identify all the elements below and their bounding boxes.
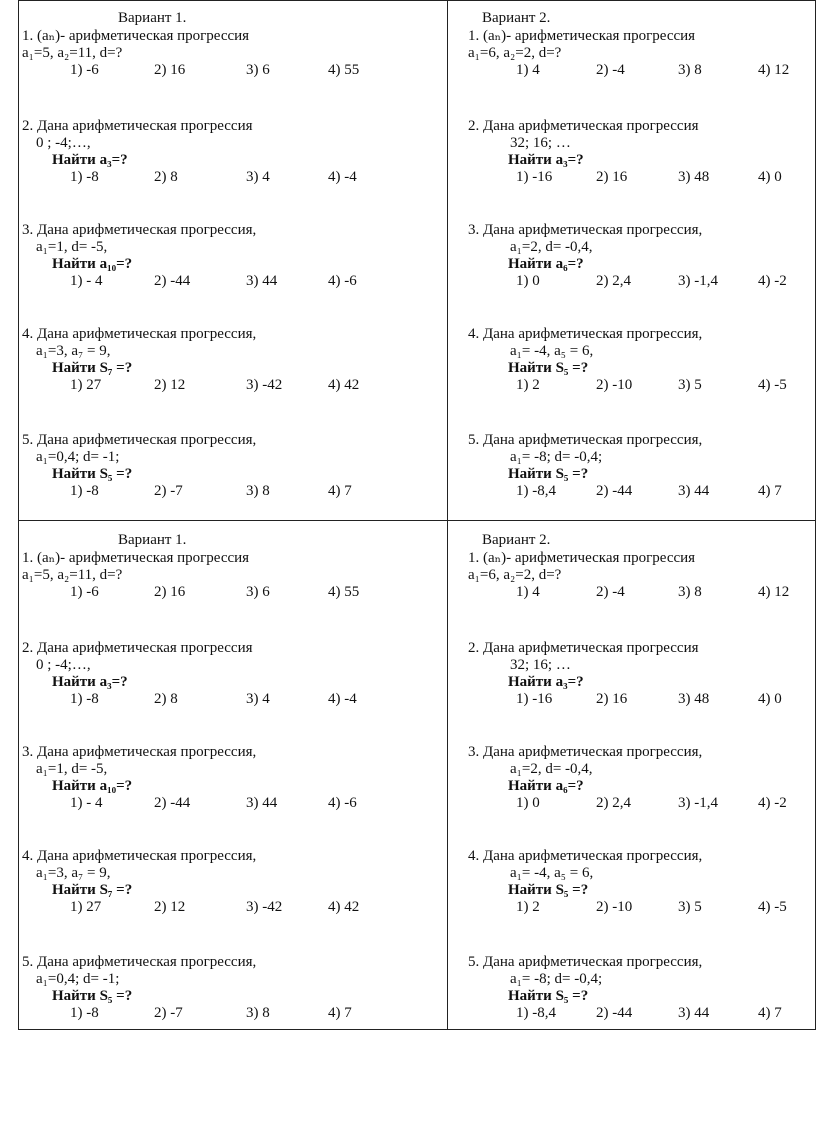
table-border-left <box>18 0 19 1030</box>
answer-options <box>468 899 808 918</box>
answer-option-4: 4) 55 <box>328 584 360 600</box>
question-2 <box>22 640 422 710</box>
variant-1-card <box>22 10 422 510</box>
answer-option-1: 1) - 4 <box>70 795 103 811</box>
question-statement: 5. Дана арифметическая прогрессия, <box>468 954 703 970</box>
answer-option-1: 1) -8 <box>70 1005 99 1021</box>
question-find: Найти S₅ =? <box>52 466 133 482</box>
question-statement: 4. Дана арифметическая прогрессия, <box>22 326 257 342</box>
question-find: Найти S₇ =? <box>52 360 133 376</box>
question-statement: 3. Дана арифметическая прогрессия, <box>468 744 703 760</box>
answer-option-3: 3) 6 <box>246 62 270 78</box>
answer-option-1: 1) 0 <box>516 795 540 811</box>
answer-option-1: 1) -6 <box>70 584 99 600</box>
question-3 <box>22 744 422 814</box>
answer-option-3: 3) 4 <box>246 691 270 707</box>
question-5 <box>468 432 808 502</box>
answer-option-2: 2) 8 <box>154 691 178 707</box>
answer-option-1: 1) 4 <box>516 584 540 600</box>
question-statement: 3. Дана арифметическая прогрессия, <box>22 222 257 238</box>
answer-option-3: 3) -42 <box>246 377 283 393</box>
question-1 <box>468 28 808 81</box>
question-given: 32; 16; … <box>510 135 571 151</box>
question-4 <box>22 848 422 918</box>
variant-title: Вариант 1. <box>118 10 187 26</box>
answer-option-4: 4) 12 <box>758 584 790 600</box>
answer-options <box>22 584 422 603</box>
question-find: Найти a₃=? <box>52 674 128 690</box>
answer-option-4: 4) -5 <box>758 899 787 915</box>
answer-option-2: 2) -7 <box>154 1005 183 1021</box>
question-statement: 5. Дана арифметическая прогрессия, <box>22 432 257 448</box>
answer-option-3: 3) 8 <box>678 62 702 78</box>
answer-option-3: 3) 44 <box>678 483 710 499</box>
question-1 <box>468 550 808 603</box>
question-given: a₁=3, a₇ = 9, <box>36 343 111 359</box>
question-5 <box>22 432 422 502</box>
table-border-middle <box>18 520 816 521</box>
variant-2-card <box>468 10 808 510</box>
answer-option-4: 4) 7 <box>328 1005 352 1021</box>
question-given: a₁=2, d= -0,4, <box>510 239 593 255</box>
answer-option-4: 4) 42 <box>328 899 360 915</box>
answer-option-2: 2) 16 <box>596 691 628 707</box>
question-2 <box>468 118 808 188</box>
answer-option-2: 2) 16 <box>596 169 628 185</box>
question-find: Найти S₅ =? <box>508 882 589 898</box>
answer-option-2: 2) -10 <box>596 899 633 915</box>
answer-option-2: 2) -44 <box>154 795 191 811</box>
question-statement: 3. Дана арифметическая прогрессия, <box>22 744 257 760</box>
answer-option-4: 4) 42 <box>328 377 360 393</box>
question-statement: 1. (aₙ)- арифметическая прогрессия <box>468 28 696 44</box>
question-statement: 4. Дана арифметическая прогрессия, <box>468 848 703 864</box>
answer-option-4: 4) -4 <box>328 169 357 185</box>
answer-option-2: 2) -4 <box>596 584 625 600</box>
answer-option-1: 1) -6 <box>70 62 99 78</box>
answer-option-4: 4) -4 <box>328 691 357 707</box>
answer-option-2: 2) 12 <box>154 377 186 393</box>
answer-option-3: 3) 5 <box>678 899 702 915</box>
answer-options <box>22 795 422 814</box>
answer-option-3: 3) -1,4 <box>678 795 718 811</box>
answer-option-3: 3) 44 <box>246 273 278 289</box>
question-find: Найти S₅ =? <box>508 466 589 482</box>
table-border-top <box>18 0 816 1</box>
question-4 <box>468 848 808 918</box>
answer-option-3: 3) 8 <box>246 483 270 499</box>
answer-option-4: 4) -2 <box>758 273 787 289</box>
answer-option-4: 4) 55 <box>328 62 360 78</box>
answer-option-4: 4) 0 <box>758 691 782 707</box>
answer-option-3: 3) 4 <box>246 169 270 185</box>
question-4 <box>468 326 808 396</box>
variant-title: Вариант 2. <box>482 532 551 548</box>
question-statement: 3. Дана арифметическая прогрессия, <box>468 222 703 238</box>
answer-option-1: 1) - 4 <box>70 273 103 289</box>
answer-option-4: 4) 7 <box>758 483 782 499</box>
question-find: Найти a₁₀=? <box>52 256 133 272</box>
question-statement: 1. (aₙ)- арифметическая прогрессия <box>22 28 250 44</box>
question-given: a₁= -8; d= -0,4; <box>510 449 603 465</box>
answer-options <box>468 377 808 396</box>
question-find: Найти a₆=? <box>508 256 584 272</box>
question-find: Найти S₅ =? <box>508 360 589 376</box>
answer-option-2: 2) -4 <box>596 62 625 78</box>
answer-option-1: 1) 27 <box>70 377 102 393</box>
question-3 <box>468 222 808 292</box>
answer-options <box>468 1005 808 1024</box>
answer-option-2: 2) 2,4 <box>596 795 631 811</box>
question-statement: 2. Дана арифметическая прогрессия <box>22 640 253 656</box>
answer-option-2: 2) 8 <box>154 169 178 185</box>
question-given: a₁=5, a₂=11, d=? <box>22 567 123 583</box>
answer-option-1: 1) -8,4 <box>516 483 556 499</box>
answer-options <box>468 62 808 81</box>
question-find: Найти S₅ =? <box>508 988 589 1004</box>
question-find: Найти S₅ =? <box>52 988 133 1004</box>
answer-option-2: 2) -10 <box>596 377 633 393</box>
answer-option-4: 4) -5 <box>758 377 787 393</box>
answer-option-4: 4) 0 <box>758 169 782 185</box>
answer-options <box>468 584 808 603</box>
answer-options <box>22 691 422 710</box>
answer-options <box>468 273 808 292</box>
question-given: a₁=3, a₇ = 9, <box>36 865 111 881</box>
question-2 <box>22 118 422 188</box>
question-4 <box>22 326 422 396</box>
answer-option-4: 4) 7 <box>328 483 352 499</box>
question-given: a₁=1, d= -5, <box>36 761 108 777</box>
answer-option-4: 4) -6 <box>328 273 357 289</box>
question-given: a₁= -4, a₅ = 6, <box>510 343 594 359</box>
question-given: a₁=0,4; d= -1; <box>36 971 120 987</box>
question-find: Найти a₃=? <box>508 152 584 168</box>
question-3 <box>22 222 422 292</box>
question-5 <box>22 954 422 1024</box>
question-statement: 2. Дана арифметическая прогрессия <box>468 640 699 656</box>
answer-option-3: 3) 6 <box>246 584 270 600</box>
answer-option-3: 3) -42 <box>246 899 283 915</box>
answer-option-4: 4) 7 <box>758 1005 782 1021</box>
question-statement: 4. Дана арифметическая прогрессия, <box>468 326 703 342</box>
question-given: a₁=5, a₂=11, d=? <box>22 45 123 61</box>
question-statement: 4. Дана арифметическая прогрессия, <box>22 848 257 864</box>
answer-option-2: 2) -44 <box>596 1005 633 1021</box>
answer-option-1: 1) -8,4 <box>516 1005 556 1021</box>
answer-option-1: 1) -8 <box>70 483 99 499</box>
question-given: a₁=6, a₂=2, d=? <box>468 567 562 583</box>
question-find: Найти a₆=? <box>508 778 584 794</box>
question-find: Найти a₁₀=? <box>52 778 133 794</box>
question-given: 32; 16; … <box>510 657 571 673</box>
answer-option-1: 1) -16 <box>516 691 553 707</box>
answer-options <box>22 899 422 918</box>
question-find: Найти a₃=? <box>52 152 128 168</box>
answer-option-2: 2) -7 <box>154 483 183 499</box>
question-statement: 5. Дана арифметическая прогрессия, <box>468 432 703 448</box>
answer-option-2: 2) -44 <box>596 483 633 499</box>
question-5 <box>468 954 808 1024</box>
question-statement: 1. (aₙ)- арифметическая прогрессия <box>468 550 696 566</box>
answer-option-2: 2) 12 <box>154 899 186 915</box>
question-given: a₁=0,4; d= -1; <box>36 449 120 465</box>
answer-options <box>468 795 808 814</box>
variant-title: Вариант 1. <box>118 532 187 548</box>
question-find: Найти a₃=? <box>508 674 584 690</box>
question-find: Найти S₇ =? <box>52 882 133 898</box>
question-given: a₁=6, a₂=2, d=? <box>468 45 562 61</box>
answer-options <box>468 691 808 710</box>
answer-option-4: 4) 12 <box>758 62 790 78</box>
question-statement: 1. (aₙ)- арифметическая прогрессия <box>22 550 250 566</box>
question-1 <box>22 28 422 81</box>
answer-option-3: 3) 44 <box>246 795 278 811</box>
question-given: 0 ; -4;…, <box>36 135 91 151</box>
question-3 <box>468 744 808 814</box>
question-given: a₁=1, d= -5, <box>36 239 108 255</box>
answer-option-1: 1) 0 <box>516 273 540 289</box>
answer-option-4: 4) -6 <box>328 795 357 811</box>
answer-option-4: 4) -2 <box>758 795 787 811</box>
question-given: a₁= -4, a₅ = 6, <box>510 865 594 881</box>
question-2 <box>468 640 808 710</box>
answer-option-2: 2) -44 <box>154 273 191 289</box>
answer-option-1: 1) 2 <box>516 377 540 393</box>
question-given: 0 ; -4;…, <box>36 657 91 673</box>
answer-options <box>468 483 808 502</box>
answer-option-1: 1) -16 <box>516 169 553 185</box>
answer-option-3: 3) 8 <box>678 584 702 600</box>
variant-1-card <box>22 532 422 1032</box>
question-1 <box>22 550 422 603</box>
answer-option-1: 1) -8 <box>70 691 99 707</box>
answer-options <box>22 169 422 188</box>
answer-option-1: 1) -8 <box>70 169 99 185</box>
variant-2-card <box>468 532 808 1032</box>
answer-option-3: 3) 5 <box>678 377 702 393</box>
answer-options <box>468 169 808 188</box>
answer-options <box>22 62 422 81</box>
answer-options <box>22 1005 422 1024</box>
answer-options <box>22 377 422 396</box>
question-given: a₁= -8; d= -0,4; <box>510 971 603 987</box>
answer-option-2: 2) 16 <box>154 584 186 600</box>
answer-option-3: 3) 48 <box>678 691 710 707</box>
answer-option-1: 1) 2 <box>516 899 540 915</box>
answer-option-1: 1) 27 <box>70 899 102 915</box>
answer-options <box>22 483 422 502</box>
table-border-center <box>447 0 448 1030</box>
question-statement: 2. Дана арифметическая прогрессия <box>22 118 253 134</box>
answer-options <box>22 273 422 292</box>
answer-option-3: 3) 44 <box>678 1005 710 1021</box>
answer-option-2: 2) 16 <box>154 62 186 78</box>
answer-option-3: 3) 8 <box>246 1005 270 1021</box>
answer-option-2: 2) 2,4 <box>596 273 631 289</box>
question-given: a₁=2, d= -0,4, <box>510 761 593 777</box>
variant-title: Вариант 2. <box>482 10 551 26</box>
answer-option-1: 1) 4 <box>516 62 540 78</box>
question-statement: 5. Дана арифметическая прогрессия, <box>22 954 257 970</box>
question-statement: 2. Дана арифметическая прогрессия <box>468 118 699 134</box>
answer-option-3: 3) -1,4 <box>678 273 718 289</box>
answer-option-3: 3) 48 <box>678 169 710 185</box>
